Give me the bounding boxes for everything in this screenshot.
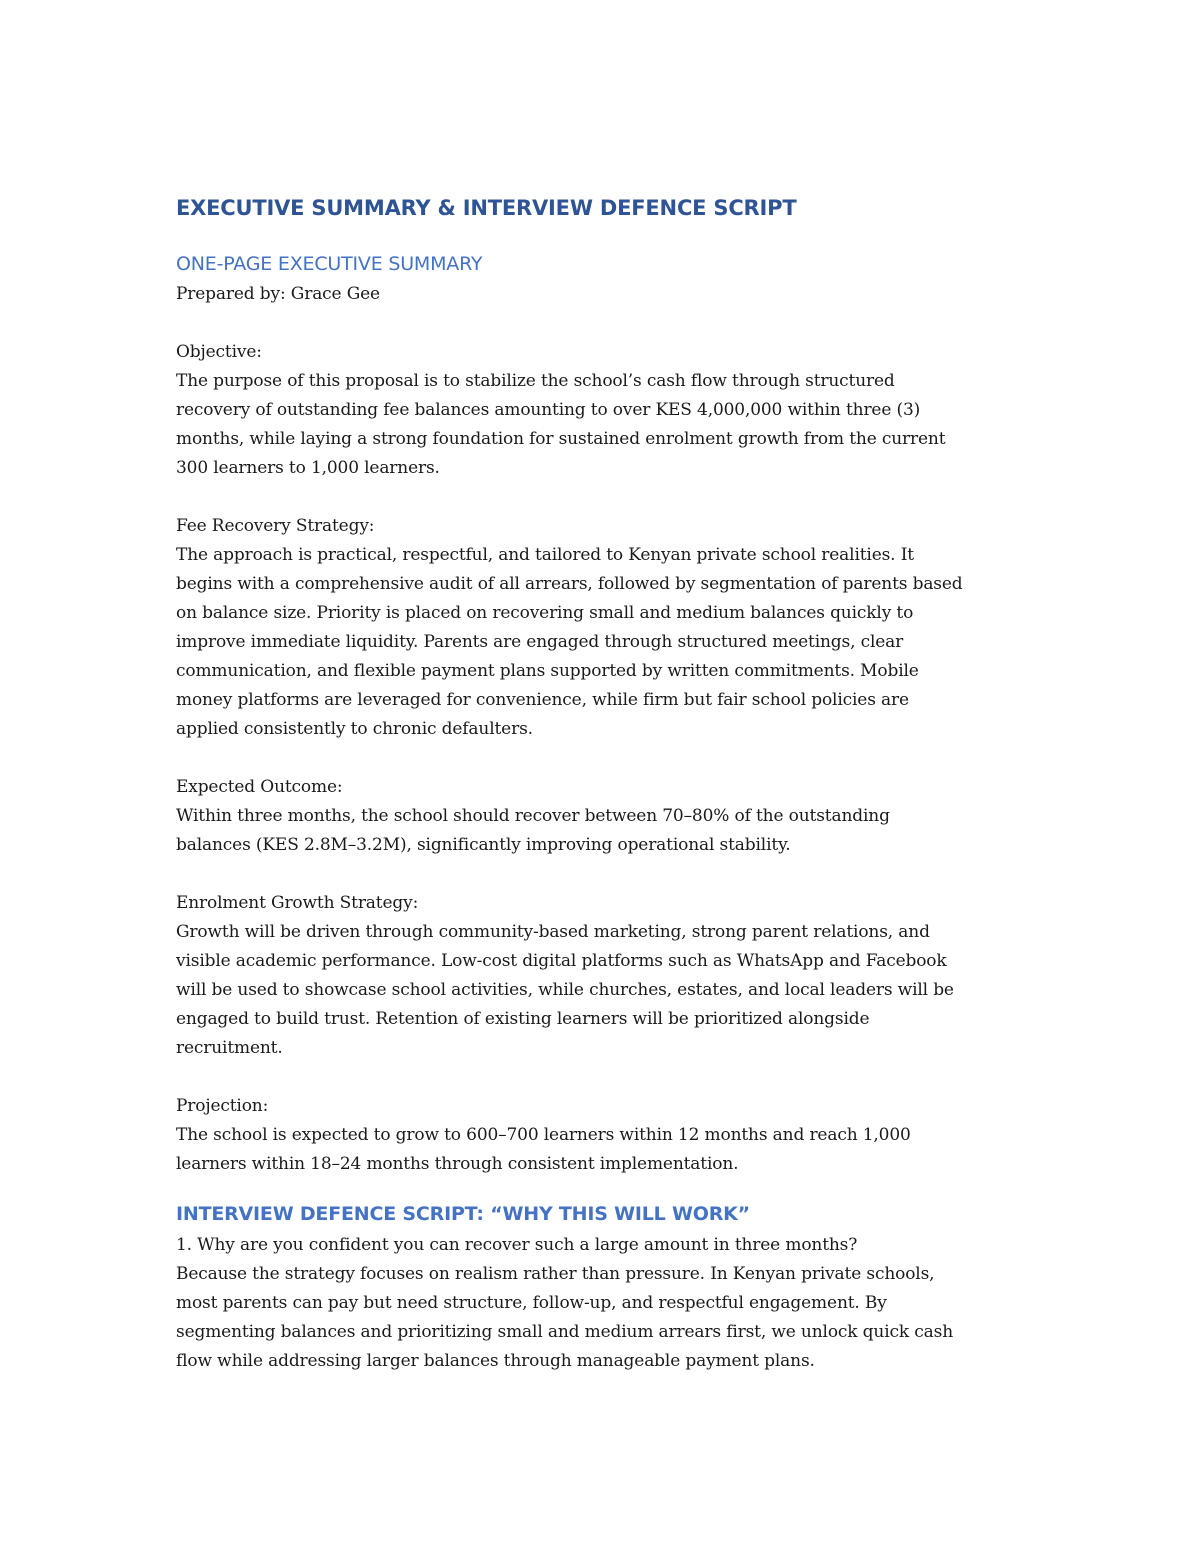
prepared-by: Prepared by: Grace Gee [176,284,380,304]
paragraph-line: visible academic performance. Low-cost digital platforms such as WhatsApp and Facebook [176,951,947,971]
section-label-enrolment-growth: Enrolment Growth Strategy: [176,893,419,913]
paragraph-line: learners within 18–24 months through consistent implementation. [176,1154,739,1174]
paragraph-line: Within three months, the school should recover between 70–80% of the outstanding [176,806,890,826]
summary-heading: ONE-PAGE EXECUTIVE SUMMARY [176,253,483,275]
paragraph-line: The school is expected to grow to 600–700 learners within 12 months and reach 1,000 [176,1125,911,1145]
paragraph-line: improve immediate liquidity. Parents are engaged through structured meetings, clear [176,632,904,652]
defence-heading: INTERVIEW DEFENCE SCRIPT: “WHY THIS WILL WORK” [176,1203,750,1225]
section-label-fee-recovery: Fee Recovery Strategy: [176,516,375,536]
paragraph-line: on balance size. Priority is placed on recovering small and medium balances quickly to [176,603,914,623]
paragraph-line: recruitment. [176,1038,283,1058]
paragraph-line: begins with a comprehensive audit of all arrears, followed by segmentation of parents based [176,574,963,594]
paragraph-line: communication, and flexible payment plans supported by written commitments. Mobile [176,661,919,681]
paragraph-line: The approach is practical, respectful, and tailored to Kenyan private school realities. It [176,545,914,565]
paragraph-line: 300 learners to 1,000 learners. [176,458,440,478]
section-label-projection: Projection: [176,1096,269,1116]
question-line: 1. Why are you confident you can recover such a large amount in three months? [176,1235,858,1255]
answer-line: most parents can pay but need structure, follow-up, and respectful engagement. By [176,1293,887,1313]
paragraph-line: months, while laying a strong foundation for sustained enrolment growth from the current [176,429,946,449]
answer-line: Because the strategy focuses on realism rather than pressure. In Kenyan private schools, [176,1264,935,1284]
paragraph-line: will be used to showcase school activities, while churches, estates, and local leaders will be [176,980,954,1000]
paragraph-line: engaged to build trust. Retention of existing learners will be prioritized alongside [176,1009,870,1029]
paragraph-line: balances (KES 2.8M–3.2M), significantly improving operational stability. [176,835,791,855]
paragraph-line: money platforms are leveraged for convenience, while firm but fair school policies are [176,690,909,710]
answer-line: segmenting balances and prioritizing small and medium arrears first, we unlock quick cash [176,1322,954,1342]
paragraph-line: Growth will be driven through community-based marketing, strong parent relations, and [176,922,930,942]
paragraph-line: The purpose of this proposal is to stabilize the school’s cash flow through structured [176,371,895,391]
paragraph-line: recovery of outstanding fee balances amounting to over KES 4,000,000 within three (3) [176,400,921,420]
paragraph-line: applied consistently to chronic defaulters. [176,719,533,739]
section-label-objective: Objective: [176,342,262,362]
section-label-expected-outcome: Expected Outcome: [176,777,343,797]
answer-line: flow while addressing larger balances through manageable payment plans. [176,1351,815,1371]
document-body [176,190,1036,1376]
document-title: EXECUTIVE SUMMARY & INTERVIEW DEFENCE SCRIPT [176,196,797,220]
